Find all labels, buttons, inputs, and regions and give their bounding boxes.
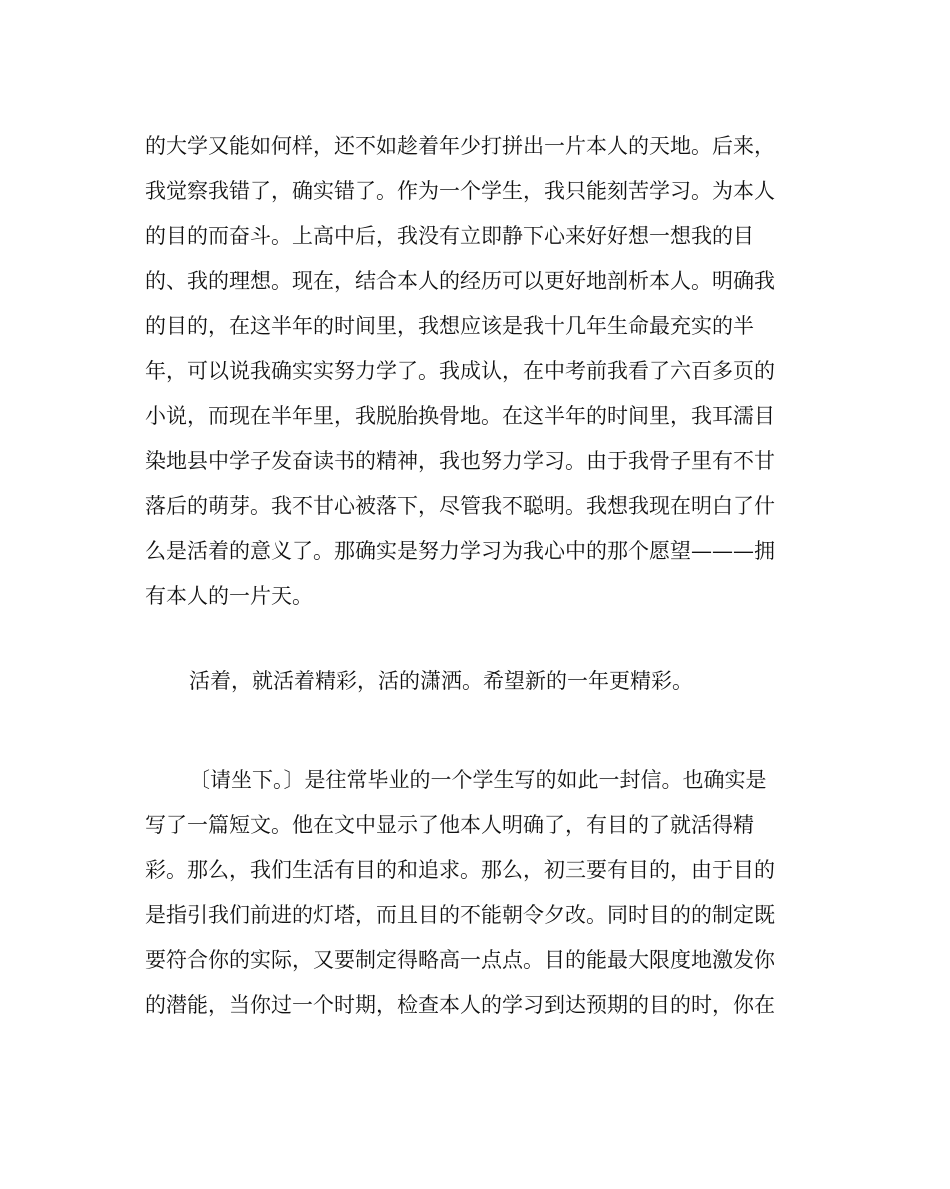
text-line: 的潜能，当你过一个时期，检查本人的学习到达预期的目的时，你在: [145, 993, 775, 1017]
text-line: 染地县中学子发奋读书的精神，我也努力学习。由于我骨子里有不甘: [145, 449, 775, 473]
text-line: 活着，就活着精彩，活的潇洒。希望新的一年更精彩。: [189, 669, 693, 693]
text-line: 有本人的一片天。: [145, 584, 313, 608]
text-line: 的、我的理想。现在，结合本人的经历可以更好地剖析本人。明确我: [145, 269, 775, 293]
text-line: 要符合你的实际，又要制定得略高一点点。目的能最大限度地激发你: [145, 948, 775, 972]
text-line: 我觉察我错了，确实错了。作为一个学生，我只能刻苦学习。为本人: [145, 179, 775, 203]
text-line: 落后的萌芽。我不甘心被落下，尽管我不聪明。我想我现在明白了什: [145, 494, 775, 518]
text-line: 〔请坐下。〕是往常毕业的一个学生写的如此一封信。也确实是: [189, 768, 767, 792]
text-line: 么是活着的意义了。那确实是努力学习为我心中的那个愿望———拥: [145, 539, 775, 563]
paragraph-closing-wish: [145, 659, 805, 704]
paragraph-continued: [145, 124, 805, 619]
text-line: 小说，而现在半年里，我脱胎换骨地。在这半年的时间里，我耳濡目: [145, 404, 775, 428]
paragraph-teacher-comment: [145, 758, 805, 1028]
text-line: 彩。那么，我们生活有目的和追求。那么，初三要有目的，由于目的: [145, 858, 775, 882]
text-line: 的目的而奋斗。上高中后，我没有立即静下心来好好想一想我的目: [145, 224, 754, 248]
text-line: 是指引我们前进的灯塔，而且目的不能朝令夕改。同时目的的制定既: [145, 903, 775, 927]
text-line: 的大学又能如何样，还不如趁着年少打拼出一片本人的天地。后来，: [145, 134, 775, 158]
text-line: 年，可以说我确实实努力学了。我成认，在中考前我看了六百多页的: [145, 359, 775, 383]
text-line: 写了一篇短文。他在文中显示了他本人明确了，有目的了就活得精: [145, 813, 754, 837]
text-line: 的目的，在这半年的时间里，我想应该是我十几年生命最充实的半: [145, 314, 754, 338]
